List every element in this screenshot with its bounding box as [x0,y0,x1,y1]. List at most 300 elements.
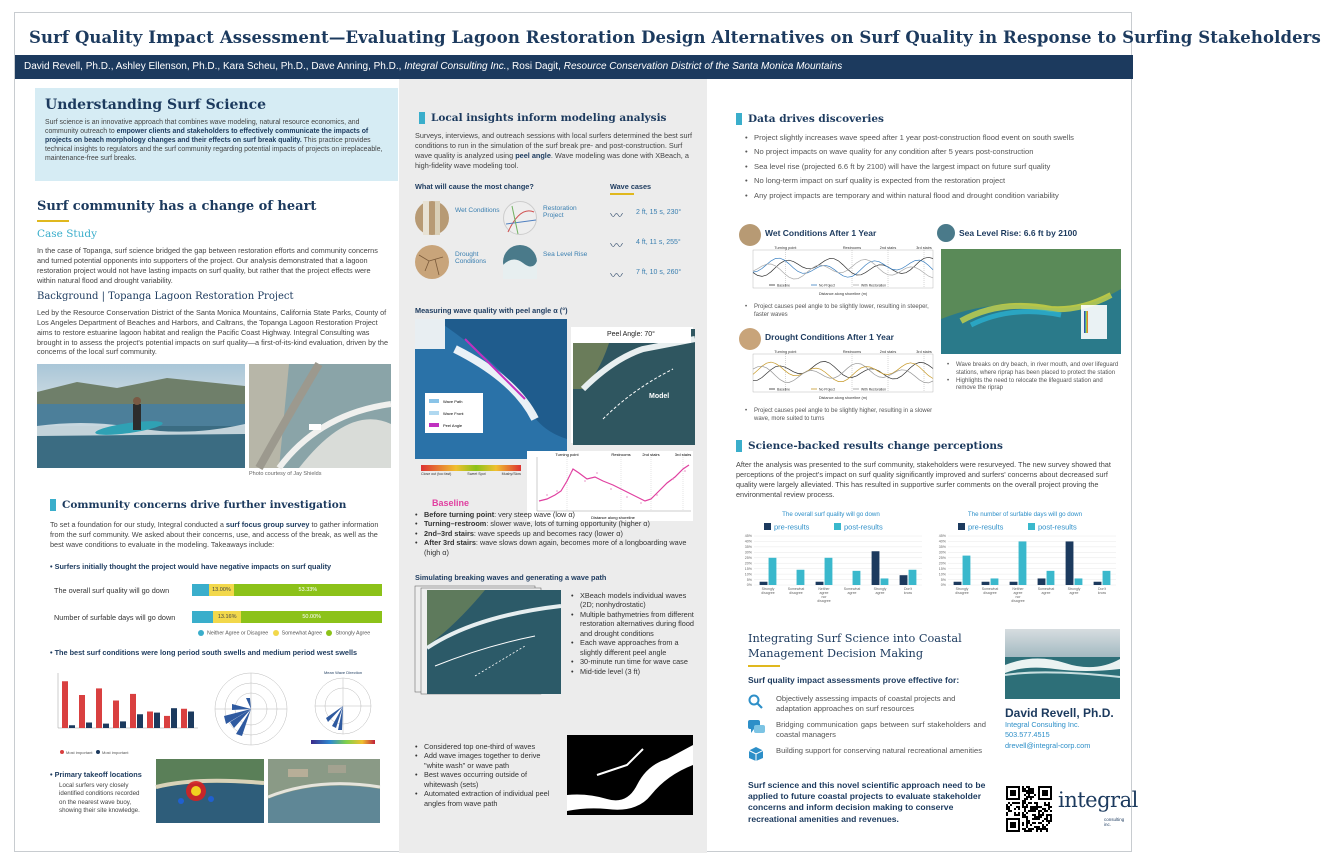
understanding-text-part: Surf science is an innovative approach that combines wave modeling, natural resource economics, and community outreach to [45,119,360,136]
photo-credit: Photo courtesy of Jay Shields [249,471,322,477]
bar-post [963,556,971,585]
condition-bar [86,723,92,729]
bar-pre [816,582,824,585]
column-left [26,86,398,846]
legend-label: Baseline [777,387,791,392]
bar-post [1019,541,1027,585]
qr-code[interactable] [1006,786,1052,832]
qr-module [1026,830,1028,832]
qr-finder [1042,790,1048,796]
list-item: • Wave breaks on dry beach, in river mouth, and over lifeguard stations, where riprap has been placed to protect the station [947,362,1119,378]
takeoff-title: • Primary takeoff locations [50,770,142,779]
qr-module [1024,788,1026,790]
gold-rule [748,665,780,667]
heading-marker [50,499,56,511]
bar-pre [1038,578,1046,585]
bar-strongly: 53.33% [234,584,382,596]
drought-title: Drought Conditions After 1 Year [765,332,894,342]
author-bar [15,55,1133,79]
wet-note: • Project causes peel angle to be slightly lower, resulting in steeper, faster waves [745,304,935,320]
y-tick: 0% [940,583,946,588]
bar-chart-title: The number of surfable days will go down [967,511,1083,518]
qr-module [1046,804,1048,806]
chart-label: Restrooms [611,452,631,457]
qr-module [1046,810,1048,812]
qr-module [1006,806,1008,808]
qr-module [1028,792,1030,794]
y-tick: 5% [940,577,946,582]
cause-drought: Drought Conditions [455,251,487,265]
concerns-text [50,520,390,550]
condition-bar [147,712,153,729]
qr-module [1032,806,1034,808]
concerns-text-part: To set a foundation for our study, Integral conducted a [50,520,226,529]
bar-chart-2-svg [930,508,1120,608]
cause-restoration: Restoration Project [543,205,577,219]
qr-module [1044,808,1046,810]
y-tick: 5% [746,577,752,582]
y-tick: 40% [938,539,946,544]
x-tick: Don't [1097,587,1107,591]
qr-module [1018,808,1020,810]
qr-module [1028,802,1030,804]
x-tick: Don't [903,587,913,591]
whitewash-image [567,735,693,815]
wet-thumb-icon [739,224,761,246]
qr-code-svg [1006,786,1052,832]
qr-module [1030,806,1032,808]
local-intro-bold: peel angle [515,150,551,160]
qr-module [1046,820,1048,822]
slr-thumb-icon [937,224,955,242]
science-heading-row [736,440,1003,452]
chart-label: 3rd stairs [916,246,932,250]
author-org-1: Integral Consulting Inc. [404,61,507,72]
x-tick: disagree [1011,599,1025,603]
qr-module [1034,826,1036,828]
qr-module [1022,788,1024,790]
wave-rose-2 [296,668,390,750]
list-item: • No project impacts on wave quality for any condition after 5 years post-construction [745,145,1120,159]
wet-notes [745,304,935,320]
conditions-subheading-text: The best surf conditions were long period south swells and medium period west swells [54,648,358,657]
contact-name: David Revell, Ph.D. [1005,706,1114,720]
bar-chart-1 [736,508,926,608]
sim-image-stack [415,586,563,696]
integrating-title: Integrating Surf Science into Coastal Management Decision Making [748,632,962,660]
list-item: • No long-term impact on surf quality is expected from the restoration project [745,174,1120,188]
drought-notes [745,408,935,424]
qr-module [1016,806,1018,808]
qr-module [1028,810,1030,812]
qr-module [1022,812,1024,814]
qr-module [1006,812,1008,814]
legend-swatch [764,523,771,530]
qr-module [1028,794,1030,796]
concerns-heading: Community concerns drive further investigation [62,499,347,511]
qr-module [1046,816,1048,818]
qr-module [1024,814,1026,816]
list-item: • Considered top one-third of waves [415,742,553,751]
qr-module [1014,814,1016,816]
y-tick: 35% [744,545,752,550]
legend-swatch [326,630,332,636]
qr-module [1042,820,1044,822]
qr-module [1008,802,1010,804]
condition-bar [154,713,160,728]
chart-label: 2nd stairs [879,350,897,354]
qr-module [1034,810,1036,812]
bar-somewhat: 13.00% [209,584,234,596]
qr-module [1026,792,1028,794]
condition-bar [120,721,126,728]
x-tick: Somewhat [787,587,805,591]
qr-module [1050,816,1052,818]
author-sep: , Rosi Dagit, [506,61,561,72]
qr-module [1050,810,1052,812]
qr-module [1026,806,1028,808]
x-tick: Strongly [761,587,775,591]
qr-module [1036,828,1038,830]
qr-module [1040,806,1042,808]
qr-module [1048,808,1050,810]
surfer-photo [37,364,245,468]
qr-module [1044,804,1046,806]
cause-title: What will cause the most change? [415,182,534,191]
peel-scale [421,465,521,483]
author-names: David Revell, Ph.D., Ashley Ellenson, Ph.D., Kara Scheu, Ph.D., Dave Anning, Ph.D., [24,61,402,72]
bar-post [1047,571,1055,585]
qr-module [1024,802,1026,804]
contact-org: Integral Consulting Inc. [1005,720,1080,729]
qr-module [1028,828,1030,830]
poster-title: Surf Quality Impact Assessment—Evaluating Lagoon Restoration Design Alternatives on Surf Quality in Response to Surfing Stakeholders [29,28,1321,47]
qr-module [1010,810,1012,812]
highway-photo [249,364,391,468]
wet-title: Wet Conditions After 1 Year [765,228,877,238]
qr-module [1040,810,1042,812]
qr-module [1018,802,1020,804]
sea-level-rise-icon [503,245,537,279]
bar-post [797,570,805,585]
qr-module [1038,806,1040,808]
understanding-text-part2: This practice provides technical insights to regulators and the surf community regarding potential impacts of projects on irreplaceable, maintenance-free surf breaks. [45,137,383,163]
concerns-text-part2: to gather information from the surf community. We asked about their concerns, use, and access of the break, as well as the best wave conditions to evaluate in the modeling. Takeaways include: [50,520,379,549]
qr-module [1032,790,1034,792]
science-heading: Science-backed results change perceptions [748,440,1003,452]
local-intro-part: Surveys, interviews, and outreach sessions with local surfers determined the best surf conditions to run in the simulation of the surf break pre- and post-construction. Surf wave quality is analyzed using [415,131,693,160]
contact-phone[interactable]: 503.577.4515 [1005,730,1050,739]
sim-list [571,591,695,676]
qr-module [1026,820,1028,822]
qr-module [1032,810,1034,812]
bar-neither [192,611,213,623]
sim-list-2 [415,742,553,808]
chart-label: 2nd stairs [879,246,897,250]
condition-bar [188,712,194,729]
cause-slr: Sea Level Rise [543,251,588,258]
qr-module [1048,802,1050,804]
qr-module [1030,798,1032,800]
qr-module [1014,808,1016,810]
qr-module [1048,820,1050,822]
condition-bar [171,708,177,728]
chart-xlabel: Distance along shoreline (m) [818,292,868,296]
qr-module [1040,828,1042,830]
takeoff-text: Local surfers very closely identified conditions recorded on the nearest wave buoy, showing their site knowledge. [59,782,140,815]
qr-module [1028,790,1030,792]
wave-case-list [610,199,700,293]
survey-bar-label-1: The overall surf quality will go down [54,586,170,595]
x-tick: disagree [761,591,775,595]
legend-swatch [1028,523,1035,530]
slr-title: Sea Level Rise: 6.6 ft by 2100 [959,228,1078,238]
local-intro [415,131,695,170]
qr-module [1034,806,1036,808]
scale-label: Close out (too fast) [421,472,452,476]
qr-module [1040,822,1042,824]
condition-bar [181,709,187,728]
bar-chart-title: The overall surf quality will go down [782,511,880,518]
chart-label: Turning point [774,246,797,250]
qr-module [1038,814,1040,816]
peel-legend-1: Wave Path [443,399,463,404]
qr-module [1018,812,1020,814]
y-tick: 20% [744,561,752,566]
aerial-image [268,759,380,823]
survey-bar-1 [192,584,382,596]
qr-module [1034,822,1036,824]
qr-module [1050,818,1052,820]
y-tick: 30% [938,550,946,555]
heading-marker [736,113,742,125]
y-tick: 25% [744,555,752,560]
x-tick: Somewhat [1037,587,1055,591]
qr-module [1046,824,1048,826]
qr-module [1030,790,1032,792]
qr-module [1014,802,1016,804]
wave-icon: 〰 [610,268,624,283]
perceptions-text: After the analysis was presented to the surf community, stakeholders were resurveyed. The new survey showed that perceptions of the project's impact on surf quality significantly improved and surfers' concerns about decreased surf quality were largely alleviated. This has resulted in supportive surfer comments on the overall project proving the environmental review process. [736,460,1111,499]
model-label: Model [649,393,670,400]
list-item-bold: Turning–restroom [424,519,487,529]
scale-label: Mushy/Slow [501,472,521,476]
effective-text: Bridging communication gaps between surf stakeholders and coastal managers [776,720,986,739]
author-org-2: Resource Conservation District of the Santa Monica Mountains [563,61,843,72]
qr-module [1032,818,1034,820]
discoveries-list [745,131,1120,203]
list-item: • 30-minute run time for wave case [571,657,695,666]
bar-strongly: 50.00% [241,611,382,623]
wet-chart-svg [739,244,937,300]
legend-label: Neither Agree or Disagree [207,630,269,637]
qr-finder [1010,790,1016,796]
x-tick: know [1097,591,1107,595]
list-item: • Highlights the need to relocate the lifeguard station and remove the riprap [947,378,1119,394]
qr-module [1038,812,1040,814]
x-tick: agree [847,591,857,595]
qr-module [1008,810,1010,812]
qr-module [1018,806,1020,808]
qr-module [1042,812,1044,814]
condition-bar [164,716,170,728]
understanding-text-bold: empower clients and stakeholders to effectively communicate the impacts of projects on beach morphology changes and their effects on surf break quality. [45,128,369,145]
bar-pre [760,582,768,585]
restoration-project-icon [503,201,537,235]
qr-module [1042,824,1044,826]
qr-module [1024,828,1026,830]
condition-bar [113,701,119,729]
change-heading: Surf community has a change of heart [37,199,317,214]
legend-label: Strongly Agree [335,630,371,637]
qr-module [1024,794,1026,796]
qr-module [1016,814,1018,816]
x-tick: Somewhat [843,587,861,591]
mini-legend-1: Most important [66,750,93,755]
wet-chart [739,244,937,300]
qr-module [1032,788,1034,790]
case-study-text: In the case of Topanga, surf science bridged the gap between restoration efforts and community concerns and turned potential opponents into supporters of the project. Our analysis demonstrated that a lagoon restoration project would not have lasting impacts on surf quality, but rather that the project effects were within natural flood and drought variability. [37,246,378,285]
cause-wet: Wet Conditions [455,207,500,214]
y-tick: 10% [938,572,946,577]
local-intro-part2: . Wave modeling was done with XBeach, a high-fidelity wave modeling tool. [415,150,689,170]
legend-swatch [834,523,841,530]
chart-xlabel: Distance along shoreline (m) [818,396,868,400]
qr-module [1042,828,1044,830]
chat-icon [748,720,766,736]
legend-label: No Project [819,387,835,392]
chart-xlabel: Distance along shoreline [591,515,635,520]
bar-neither [192,584,209,596]
slr-map [941,249,1121,354]
y-tick: 25% [938,555,946,560]
drought-conditions-icon [415,245,449,279]
list-item: • Before turning point: very steep wave (low α) [415,510,695,519]
qr-module [1006,808,1008,810]
x-tick: agree [1069,591,1079,595]
qr-module [1032,822,1034,824]
qr-module [1018,814,1020,816]
background-title: Background | Topanga Lagoon Restoration Project [37,291,294,302]
y-tick: 30% [744,550,752,555]
qr-module [1034,818,1036,820]
conditions-bar-chart [50,668,200,758]
chart-label: Turning point [555,452,579,457]
conditions-bar-chart-svg [50,668,200,758]
legend-swatch [958,523,965,530]
x-tick: Neither [818,587,830,591]
legend-label: pre-results [968,522,1004,532]
qr-module [1028,822,1030,824]
contact-email[interactable]: drevell@integral-corp.com [1005,741,1091,750]
closing-text: Surf science and this novel scientific approach need to be applied to future coastal projects to evaluate stakeholder concerns and inform decision making to conserve recreational amenities and revenues. [748,780,986,824]
qr-module [1032,814,1034,816]
qr-module [1022,822,1024,824]
qr-module [1026,786,1028,788]
x-tick: disagree [983,591,997,595]
bar-pre [900,575,908,585]
qr-module [1048,814,1050,816]
qr-module [1026,816,1028,818]
drought-chart-svg [739,348,937,404]
drought-chart [739,348,937,404]
qr-module [1024,816,1026,818]
list-item: • Add wave images together to derive "white wash" or wave path [415,751,553,770]
qr-module [1046,814,1048,816]
bar-post [853,571,861,585]
peel-scale-bar [421,465,521,471]
qr-module [1048,804,1050,806]
qr-module [1030,824,1032,826]
bar-post [1103,571,1111,585]
sim-title: Simulating breaking waves and generating a wave path [415,573,607,582]
bar-pre [982,582,990,585]
scale-label: Sweet Spot [467,472,486,476]
wave-rose-1 [210,668,292,750]
data-heading-row [736,113,884,125]
qr-module [1034,814,1036,816]
gold-rule [37,220,69,222]
qr-module [1030,802,1032,804]
qr-module [1026,812,1028,814]
cause-grid [415,199,605,293]
qr-module [1040,816,1042,818]
case-study-title: Case Study [37,228,98,240]
y-tick: 45% [938,534,946,539]
list-item-bold: Before turning point [424,510,495,519]
magnifier-icon [748,694,764,710]
qr-module [1024,808,1026,810]
concerns-text-bold: surf focus group survey [225,520,310,529]
mini-legend-2: Most important [102,750,129,755]
qr-module [1038,816,1040,818]
x-tick: agree [1041,591,1051,595]
list-item: • Mid-tide level (3 ft) [571,667,695,676]
x-tick: know [903,591,913,595]
effective-text: Objectively assessing impacts of coastal projects and adaptation approaches on surf resources [776,694,956,713]
qr-module [1050,814,1052,816]
qr-module [1044,826,1046,828]
integral-logo-sub: consulting inc. [1104,817,1125,827]
y-tick: 45% [744,534,752,539]
qr-module [1030,830,1032,832]
gold-rule [610,193,634,195]
column-right [709,86,1138,846]
effective-list [748,694,988,772]
qr-module [1022,790,1024,792]
chart-label: Turning point [774,350,797,354]
bar-post [991,578,999,585]
qr-module [1030,808,1032,810]
condition-bar [137,714,143,728]
qr-module [1050,806,1052,808]
qr-module [1008,806,1010,808]
understanding-box [35,88,398,181]
chart-label: 3rd stairs [674,452,692,457]
legend-label: Baseline [777,283,791,288]
local-heading: Local insights inform modeling analysis [431,112,667,124]
qr-module [1012,802,1014,804]
qr-module [1022,824,1024,826]
qr-module [1030,792,1032,794]
bar-pre [954,582,962,585]
qr-module [1038,826,1040,828]
qr-module [1044,810,1046,812]
qr-module [1022,814,1024,816]
peel-scale-labels [421,472,521,476]
qr-finder [1010,822,1016,828]
bar-post [825,558,833,585]
